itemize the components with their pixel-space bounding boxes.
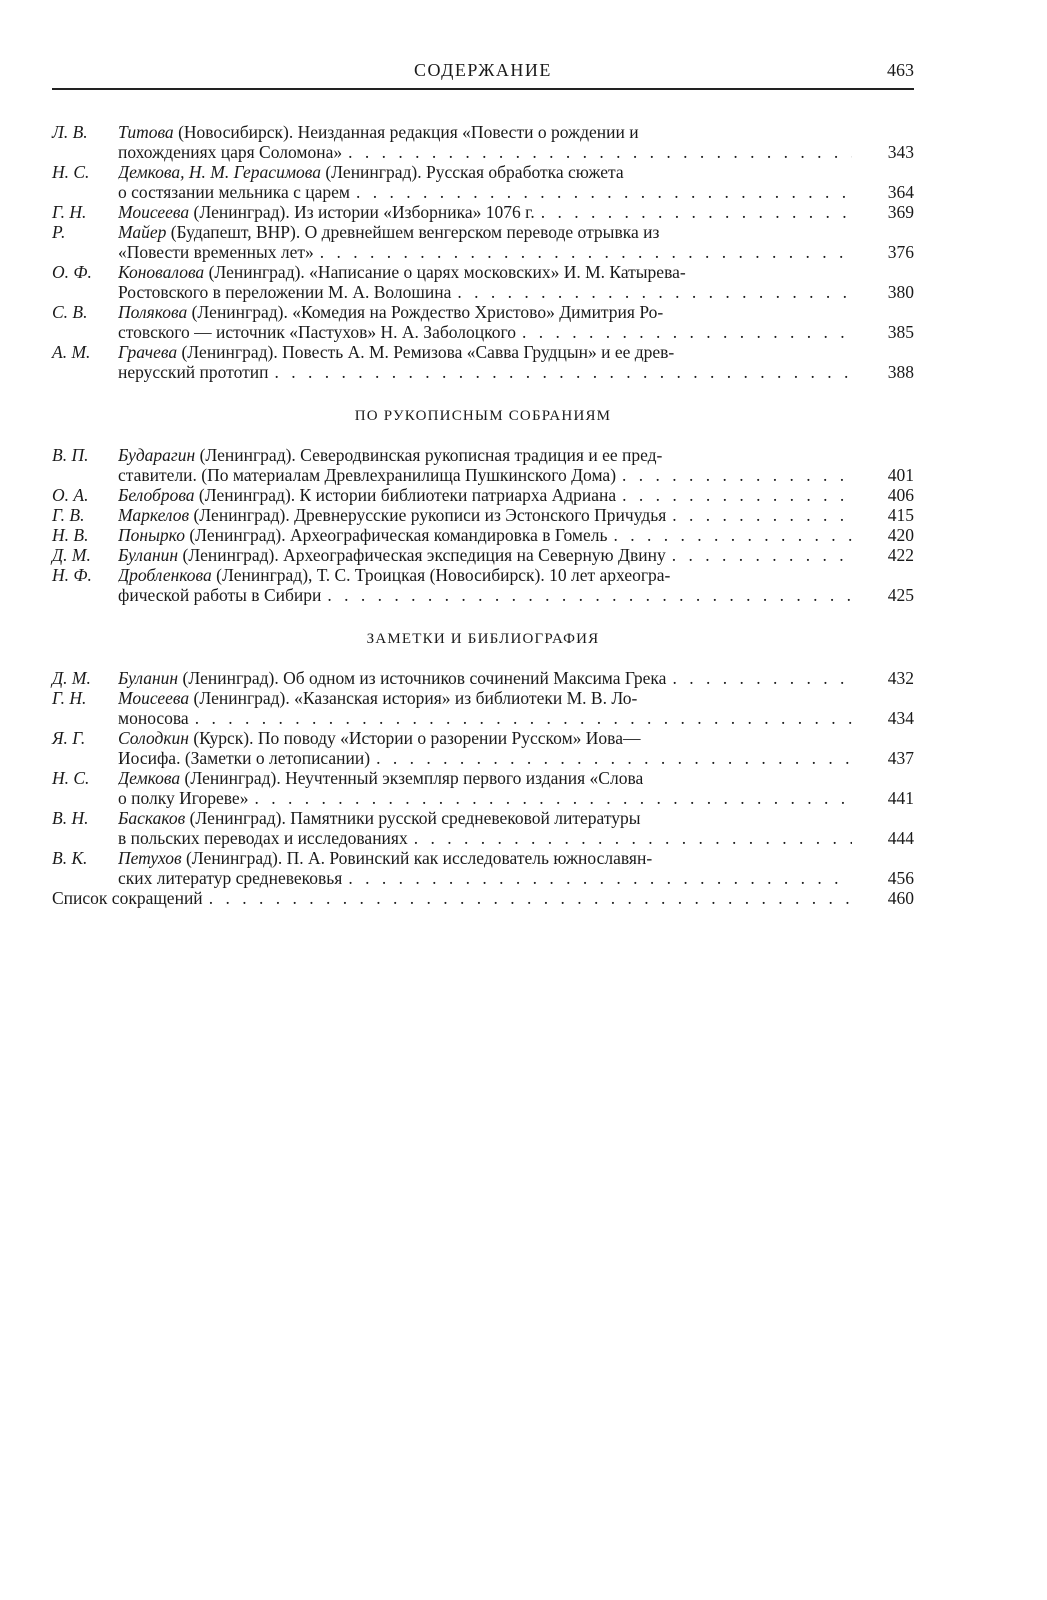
- entry-last-line-text: [52, 888, 203, 908]
- entry-page-number: 380: [887, 282, 914, 302]
- dot-leader: [314, 242, 852, 262]
- entry-text: [52, 888, 852, 908]
- entry-line: [118, 728, 852, 748]
- entry-text: [118, 302, 852, 342]
- entry-last-line: [118, 282, 852, 302]
- entry-last-line-text: [118, 182, 350, 202]
- entry-last-line-text: [118, 485, 616, 505]
- entry-last-line-text: [118, 708, 189, 728]
- entry-last-line: [118, 748, 852, 768]
- author-name: Понырко: [118, 525, 185, 545]
- entry-line-text: (Ленинград). Русская обработка сюжета: [325, 162, 624, 182]
- entry-page-number: 415: [887, 505, 914, 525]
- entry-last-line-text: [118, 142, 342, 162]
- entry-last-line: [118, 585, 852, 605]
- author-initials: Н. В.: [52, 525, 89, 545]
- entry-line: [118, 768, 852, 788]
- entry-last-line-body: ских литератур средневековья: [118, 868, 343, 888]
- dot-leader: [342, 142, 852, 162]
- dot-leader: [248, 788, 852, 808]
- entry-last-line-text: [118, 788, 248, 808]
- entry-text: [118, 485, 852, 505]
- author-name: Солодкин: [118, 728, 189, 748]
- header-rule: [52, 88, 914, 90]
- entry-line-text: (Ленинград). «Комедия на Рождество Христово» Димитрия Ро-: [191, 302, 664, 322]
- entry-last-line-body: (Ленинград). Археографическая экспедиция на Северную Двину: [182, 545, 666, 565]
- entry-line: [118, 808, 852, 828]
- author-name: Баскаков: [118, 808, 186, 828]
- entry-last-line-body: (Ленинград). К истории библиотеки патриарха Адриана: [198, 485, 617, 505]
- entry-page-number: 369: [887, 202, 914, 222]
- toc-entry[interactable]: [52, 342, 914, 382]
- entry-line-text: (Ленинград), Т. С. Троицкая (Новосибирск). 10 лет археогра-: [216, 565, 671, 585]
- author-initials: Г. Н.: [52, 202, 87, 222]
- author-name: Грачева: [118, 342, 178, 362]
- entry-line-text: (Ленинград). «Написание о царях московских» И. М. Катырева-: [208, 262, 686, 282]
- toc-entry[interactable]: [52, 848, 914, 888]
- author-name: Дробленкова: [118, 565, 212, 585]
- table-of-contents: [52, 122, 914, 908]
- entry-last-line-body: ставители. (По материалам Древлехранилища Пушкинского Дома): [118, 465, 617, 485]
- entry-page-number: 376: [887, 242, 914, 262]
- entry-page-number: 425: [887, 585, 914, 605]
- author-initials: О. А.: [52, 485, 89, 505]
- entry-last-line-text: [118, 505, 666, 525]
- toc-section: [52, 408, 914, 605]
- dot-leader: [370, 748, 852, 768]
- running-head: [52, 60, 914, 86]
- toc-section: [52, 631, 914, 908]
- entry-page-number: 343: [887, 142, 914, 162]
- entry-line: [118, 222, 852, 242]
- author-initials: Н. С.: [52, 768, 90, 788]
- entry-page-number: 460: [887, 888, 914, 908]
- author-initials: В. П.: [52, 445, 89, 465]
- entry-text: [118, 768, 852, 808]
- author-initials: С. В.: [52, 302, 88, 322]
- entry-last-line: [118, 668, 852, 688]
- toc-entry[interactable]: [52, 485, 914, 505]
- entry-page-number: 422: [887, 545, 914, 565]
- dot-leader: [607, 525, 852, 545]
- toc-entry[interactable]: [52, 122, 914, 162]
- dot-leader: [408, 828, 852, 848]
- entry-last-line: [52, 888, 852, 908]
- entry-last-line: [118, 788, 852, 808]
- toc-entry[interactable]: [52, 445, 914, 485]
- author-name: Полякова: [118, 302, 188, 322]
- entry-last-line-body: похождениях царя Соломона»: [118, 142, 343, 162]
- entry-last-line-body: Иосифа. (Заметки о летописании): [118, 748, 371, 768]
- entry-text: [118, 688, 852, 728]
- toc-entry[interactable]: [52, 768, 914, 808]
- author-initials: Г. В.: [52, 505, 85, 525]
- entry-line-text: (Ленинград). Северодвинская рукописная традиция и ее пред-: [199, 445, 663, 465]
- entry-text: [118, 808, 852, 848]
- toc-entry[interactable]: [52, 525, 914, 545]
- entry-last-line-text: [118, 202, 535, 222]
- author-name: Демкова, Н. М. Герасимова: [118, 162, 321, 182]
- entry-last-line: [118, 242, 852, 262]
- entry-text: [118, 342, 852, 382]
- author-name: Демкова: [118, 768, 181, 788]
- entry-page-number: 406: [887, 485, 914, 505]
- toc-entry[interactable]: [52, 728, 914, 768]
- entry-last-line-text: [118, 525, 607, 545]
- entry-text: [118, 202, 852, 222]
- entry-last-line: [118, 505, 852, 525]
- author-initials: В. Н.: [52, 808, 89, 828]
- entry-last-line: [118, 182, 852, 202]
- toc-entry[interactable]: [52, 808, 914, 848]
- entry-line-text: (Ленинград). Повесть А. М. Ремизова «Савва Грудцын» и ее древ-: [181, 342, 675, 362]
- entry-last-line-body: (Ленинград). Об одном из источников сочинений Максима Грека: [182, 668, 667, 688]
- entry-text: [118, 545, 852, 565]
- toc-entry[interactable]: [52, 162, 914, 202]
- entry-line: [118, 122, 852, 142]
- entry-last-line-body: о состязании мельника с царем: [118, 182, 350, 202]
- entry-last-line-text: [118, 362, 269, 382]
- entry-page-number: 388: [887, 362, 914, 382]
- author-name: Буланин: [118, 545, 179, 565]
- entry-last-line-body: (Ленинград). Из истории «Изборника» 1076 г.: [193, 202, 535, 222]
- entry-page-number: 432: [887, 668, 914, 688]
- toc-entry[interactable]: [52, 302, 914, 342]
- entry-line: [118, 162, 852, 182]
- author-name: Майер: [118, 222, 167, 242]
- entry-last-line: [118, 828, 852, 848]
- author-initials: Н. Ф.: [52, 565, 92, 585]
- entry-line-text: (Ленинград). «Казанская история» из библиотеки М. В. Ло-: [193, 688, 638, 708]
- entry-last-line-body: нерусский прототип: [118, 362, 269, 382]
- entry-last-line-text: [118, 828, 408, 848]
- entry-last-line-text: [118, 465, 616, 485]
- entry-last-line: [118, 142, 852, 162]
- author-initials: Я. Г.: [52, 728, 86, 748]
- entry-last-line-body: о полку Игореве»: [118, 788, 249, 808]
- author-name: Бударагин: [118, 445, 196, 465]
- entry-page-number: 385: [887, 322, 914, 342]
- toc-entry[interactable]: [52, 222, 914, 262]
- toc-entry[interactable]: [52, 545, 914, 565]
- toc-entry[interactable]: [52, 888, 914, 908]
- dot-leader: [189, 708, 852, 728]
- author-initials: Г. Н.: [52, 688, 87, 708]
- entry-last-line-text: [118, 545, 666, 565]
- section-heading: ЗАМЕТКИ И БИБЛИОГРАФИЯ: [366, 631, 600, 647]
- entry-line: [118, 342, 852, 362]
- author-initials: Р.: [52, 222, 66, 242]
- entry-page-number: 420: [887, 525, 914, 545]
- entry-text: [118, 728, 852, 768]
- entry-last-line: [118, 202, 852, 222]
- dot-leader: [451, 282, 852, 302]
- dot-leader: [666, 545, 852, 565]
- entry-last-line-body: моносова: [118, 708, 189, 728]
- entry-page-number: 437: [887, 748, 914, 768]
- entry-text: [118, 505, 852, 525]
- entry-last-line-text: [118, 322, 516, 342]
- toc-entry[interactable]: [52, 688, 914, 728]
- author-name: Маркелов: [118, 505, 190, 525]
- entry-text: [118, 445, 852, 485]
- dot-leader: [203, 888, 852, 908]
- entry-page-number: 456: [887, 868, 914, 888]
- dot-leader: [516, 322, 852, 342]
- author-initials: Л. В.: [52, 122, 88, 142]
- dot-leader: [616, 465, 852, 485]
- page-number: 463: [887, 60, 914, 80]
- entry-last-line: [118, 545, 852, 565]
- dot-leader: [321, 585, 852, 605]
- author-name: Коновалова: [118, 262, 205, 282]
- toc-entry[interactable]: [52, 202, 914, 222]
- author-name: Белоброва: [118, 485, 195, 505]
- entry-line-text: (Будапешт, ВНР). О древнейшем венгерском переводе отрывка из: [170, 222, 660, 242]
- entry-line: [118, 848, 852, 868]
- entry-page-number: 444: [887, 828, 914, 848]
- entry-last-line: [118, 525, 852, 545]
- entry-line: [118, 688, 852, 708]
- entry-text: [118, 262, 852, 302]
- entry-last-line-body: Ростовского в переложении М. А. Волошина: [118, 282, 452, 302]
- entry-text: [118, 525, 852, 545]
- entry-line-text: (Ленинград). Памятники русской средневековой литературы: [189, 808, 641, 828]
- dot-leader: [666, 668, 852, 688]
- entry-last-line-text: [118, 282, 451, 302]
- toc-entry[interactable]: [52, 505, 914, 525]
- entry-last-line-body: (Ленинград). Древнерусские рукописи из Эстонского Причудья: [193, 505, 667, 525]
- entry-line: [118, 302, 852, 322]
- entry-last-line-body: фической работы в Сибири: [118, 585, 322, 605]
- entry-line: [118, 565, 852, 585]
- entry-line-text: (Ленинград). П. А. Ровинский как исследователь южнославян-: [185, 848, 653, 868]
- entry-last-line-body: в польских переводах и исследованиях: [118, 828, 408, 848]
- toc-entry[interactable]: [52, 565, 914, 605]
- entry-last-line-text: [118, 868, 342, 888]
- author-initials: В. К.: [52, 848, 88, 868]
- entry-last-line: [118, 868, 852, 888]
- entry-last-line: [118, 485, 852, 505]
- page-title: СОДЕРЖАНИЕ: [414, 60, 552, 80]
- entry-last-line-body: «Повести временных лет»: [118, 242, 314, 262]
- dot-leader: [535, 202, 852, 222]
- entry-last-line: [118, 362, 852, 382]
- entry-page-number: 364: [887, 182, 914, 202]
- dot-leader: [342, 868, 852, 888]
- entry-text: [118, 668, 852, 688]
- entry-text: [118, 122, 852, 162]
- entry-last-line-text: [118, 242, 314, 262]
- entry-line-text: (Курск). По поводу «Истории о разорении Русском» Иова—: [193, 728, 641, 748]
- author-name: Титова: [118, 122, 174, 142]
- toc-section: [52, 122, 914, 382]
- entry-text: [118, 162, 852, 202]
- entry-page-number: 401: [887, 465, 914, 485]
- author-initials: Н. С.: [52, 162, 90, 182]
- author-name: Буланин: [118, 668, 179, 688]
- entry-last-line-body: стовского — источник «Пастухов» Н. А. Заболоцкого: [118, 322, 516, 342]
- entry-text: [118, 222, 852, 262]
- dot-leader: [666, 505, 852, 525]
- author-name: Петухов: [118, 848, 182, 868]
- author-name: Моисеева: [118, 202, 190, 222]
- author-name: Моисеева: [118, 688, 190, 708]
- entry-last-line: [118, 465, 852, 485]
- entry-page-number: 434: [887, 708, 914, 728]
- author-initials: А. М.: [52, 342, 91, 362]
- entry-last-line-text: [118, 585, 321, 605]
- entry-text: [118, 565, 852, 605]
- author-initials: Д. М.: [52, 668, 91, 688]
- entry-last-line-text: [118, 748, 370, 768]
- entry-last-line: [118, 708, 852, 728]
- entry-line: [118, 262, 852, 282]
- entry-text: [118, 848, 852, 888]
- entry-line: [118, 445, 852, 465]
- entry-line-text: (Новосибирск). Неизданная редакция «Повести о рождении и: [178, 122, 639, 142]
- dot-leader: [616, 485, 852, 505]
- entry-last-line: [118, 322, 852, 342]
- entry-last-line-body: Список сокращений: [52, 888, 203, 908]
- dot-leader: [269, 362, 853, 382]
- entry-last-line-body: (Ленинград). Археографическая командировка в Гомель: [189, 525, 608, 545]
- section-heading: ПО РУКОПИСНЫМ СОБРАНИЯМ: [354, 408, 612, 424]
- author-initials: Д. М.: [52, 545, 91, 565]
- toc-entry[interactable]: [52, 668, 914, 688]
- author-initials: О. Ф.: [52, 262, 92, 282]
- entry-page-number: 441: [887, 788, 914, 808]
- toc-entry[interactable]: [52, 262, 914, 302]
- entry-last-line-text: [118, 668, 666, 688]
- entry-line-text: (Ленинград). Неучтенный экземпляр первого издания «Слова: [184, 768, 644, 788]
- dot-leader: [350, 182, 852, 202]
